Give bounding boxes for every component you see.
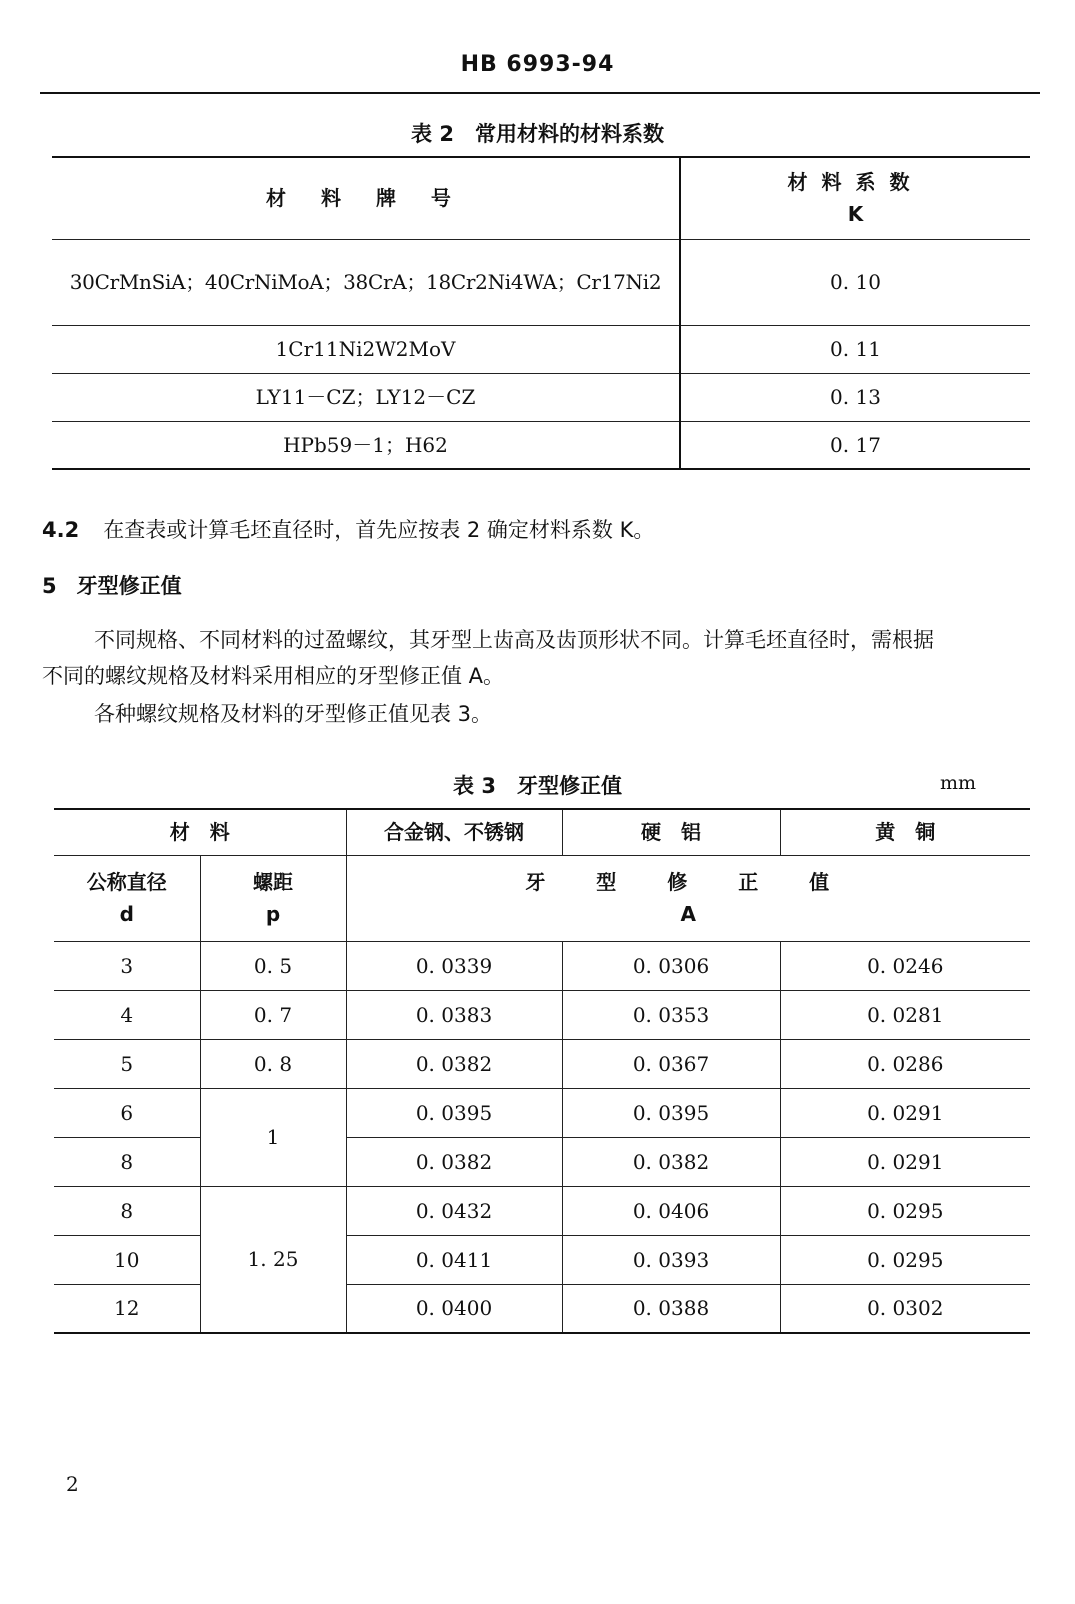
table3-diameter-cell: 8 [54,1137,200,1186]
table3-duralumin-cell: 0. 0393 [562,1235,780,1284]
table3-brass-cell: 0. 0246 [780,941,1030,990]
table3-header-diameter-symbol: d [119,902,134,926]
table3-header-diameter-label: 公称直径 [86,870,167,894]
table2-caption: 表 2 常用材料的材料系数 [411,122,664,146]
table2-header-material: 材 料 牌 号 [266,186,465,211]
page-number: 2 [66,1472,79,1496]
table3-duralumin-cell: 0. 0382 [562,1137,780,1186]
table3-pitch-cell: 1. 25 [200,1186,346,1333]
table3-pitch-cell: 0. 8 [200,1039,346,1088]
table3-duralumin-cell: 0. 0367 [562,1039,780,1088]
table3-pitch-cell: 0. 7 [200,990,346,1039]
table-row [52,325,1030,373]
table-row [54,990,1030,1039]
table3-steel-cell: 0. 0432 [346,1186,562,1235]
table3-caption: 表 3 牙型修正值 [453,774,622,798]
table3-steel-cell: 0. 0395 [346,1088,562,1137]
table-row [52,239,1030,325]
table2-material-cell: 1Cr11Ni2W2MoV [52,325,680,373]
table3-steel-cell: 0. 0382 [346,1137,562,1186]
table3-diameter-cell: 3 [54,941,200,990]
table3-header-correction [346,855,1030,941]
section-5-para1-line1: 不同规格、不同材料的过盈螺纹，其牙型上齿高及齿顶形状不同。计算毛坯直径时，需根据 [94,628,934,652]
table3-header-duralumin: 硬 铝 [562,809,780,855]
table2-material-cell: HPb59－1；H62 [52,421,680,469]
section-5-heading [42,568,182,604]
table3-steel-cell: 0. 0339 [346,941,562,990]
table3-header-pitch [200,855,346,941]
table3-header-diameter [54,855,200,941]
table3-brass-cell: 0. 0302 [780,1284,1030,1333]
table3-brass-cell: 0. 0295 [780,1235,1030,1284]
table3-diameter-cell: 12 [54,1284,200,1333]
table3-pitch-cell: 1 [200,1088,346,1186]
table-row [52,373,1030,421]
table2-header-k-symbol: K [847,202,864,227]
table3-header-brass: 黄 铜 [780,809,1030,855]
table3-header-material: 材 料 [54,809,346,855]
table2-material-cell: 30CrMnSiA；40CrNiMoA；38CrA；18Cr2Ni4WA；Cr17Ni2 [52,239,680,325]
table2-header-k-label: 材料系数 [787,170,924,195]
table3-duralumin-cell: 0. 0406 [562,1186,780,1235]
table2-k-cell: 0. 17 [680,421,1030,469]
table3-brass-cell: 0. 0291 [780,1088,1030,1137]
table3-duralumin-cell: 0. 0353 [562,990,780,1039]
table3-diameter-cell: 8 [54,1186,200,1235]
section-5-title: 牙型修正值 [76,574,182,598]
table-row [52,421,1030,469]
section-4-2-number: 4.2 [42,518,80,542]
table-row [54,1186,1030,1235]
section-4-2-text: 在查表或计算毛坯直径时，首先应按表 2 确定材料系数 K。 [103,518,655,542]
table2-material-coefficients [52,156,1030,470]
table3-pitch-cell: 0. 5 [200,941,346,990]
table2-k-cell: 0. 11 [680,325,1030,373]
table3-brass-cell: 0. 0281 [780,990,1030,1039]
table3-header-pitch-symbol: p [265,902,281,926]
table3-header-correction-symbol: A [680,902,696,926]
table3-duralumin-cell: 0. 0388 [562,1284,780,1333]
table3-steel-cell: 0. 0382 [346,1039,562,1088]
table3-header-steel: 合金钢、不锈钢 [346,809,562,855]
table3-diameter-cell: 10 [54,1235,200,1284]
table2-header-k [680,157,1030,239]
table3-diameter-cell: 5 [54,1039,200,1088]
table-row [54,941,1030,990]
table2-k-cell: 0. 10 [680,239,1030,325]
table2-k-cell: 0. 13 [680,373,1030,421]
table-row [54,1039,1030,1088]
table3-brass-cell: 0. 0291 [780,1137,1030,1186]
section-5-number: 5 [42,574,57,598]
table-row [54,1088,1030,1137]
section-5-para2: 各种螺纹规格及材料的牙型修正值见表 3。 [94,702,493,726]
table3-thread-correction [54,808,1030,1334]
section-5-para1-line2: 不同的螺纹规格及材料采用相应的牙型修正值 A。 [42,664,505,688]
table3-steel-cell: 0. 0383 [346,990,562,1039]
table3-brass-cell: 0. 0286 [780,1039,1030,1088]
section-4-2 [42,512,1032,548]
table3-brass-cell: 0. 0295 [780,1186,1030,1235]
header-rule [40,92,1040,94]
table2-material-cell: LY11－CZ；LY12－CZ [52,373,680,421]
table3-header-correction-label: 牙 型 修 正 值 [525,870,852,894]
table3-steel-cell: 0. 0411 [346,1235,562,1284]
table3-unit: mm [940,772,977,794]
table3-duralumin-cell: 0. 0395 [562,1088,780,1137]
document-number: HB 6993-94 [460,52,615,77]
table3-diameter-cell: 6 [54,1088,200,1137]
table3-duralumin-cell: 0. 0306 [562,941,780,990]
table3-diameter-cell: 4 [54,990,200,1039]
table3-steel-cell: 0. 0400 [346,1284,562,1333]
table3-header-pitch-label: 螺距 [253,870,293,894]
